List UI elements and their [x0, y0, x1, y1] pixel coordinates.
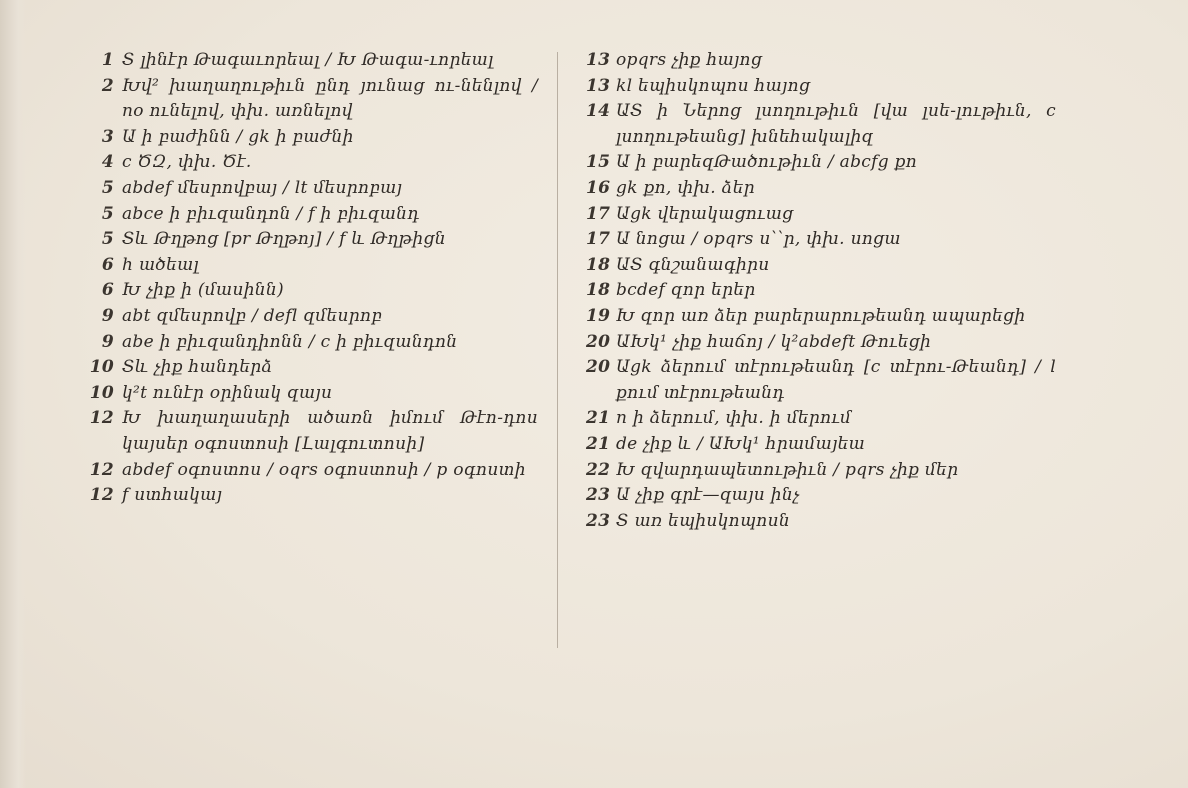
variant-reading: Աgk վերակացուաց [616, 203, 794, 224]
variant-reading: abce ի բիւզանդոն / f ի բիւզանդ [122, 203, 420, 224]
apparatus-entry [88, 458, 538, 484]
variant-reading: կ²t ունէր օրինակ զայս [122, 382, 333, 403]
apparatus-entry [88, 330, 538, 356]
apparatus-entry [88, 381, 538, 407]
apparatus-entry [88, 406, 538, 457]
variant-reading: de չիք և / ԱԽկ¹ հրամայեա [616, 433, 866, 454]
variant-reading: gk քո, փխ. ձեր [616, 177, 755, 198]
line-number: 3 [101, 126, 114, 147]
line-number: 9 [101, 331, 114, 352]
line-number: 23 [586, 485, 611, 506]
variant-reading: Ա նոցա / opqrs ս՝՝ր, փխ. սոցա [616, 229, 901, 250]
line-number: 13 [586, 50, 611, 70]
line-number: 2 [101, 75, 114, 96]
apparatus-entry [88, 48, 538, 74]
apparatus-entry [586, 74, 1056, 100]
variant-reading: n ի ձերում, փխ. ի մերում [616, 408, 852, 429]
line-number: 1 [101, 50, 114, 70]
left-column [88, 48, 538, 509]
line-number: 20 [586, 331, 611, 352]
line-number: 21 [586, 433, 611, 454]
variant-reading: Խ զոր առ ձեր բարերարութեանդ ապարեցի [616, 305, 1026, 326]
apparatus-entry [88, 304, 538, 330]
apparatus-entry [88, 483, 538, 509]
apparatus-entry [586, 355, 1056, 406]
line-number: 12 [89, 459, 114, 480]
apparatus-entry [586, 48, 1056, 74]
line-number: 18 [586, 280, 611, 301]
variant-reading: Ա ի բաժինն / gk ի բաժնի [122, 126, 354, 147]
column-divider [557, 52, 558, 648]
line-number: 9 [101, 305, 114, 326]
variant-reading: h ածեալ [122, 254, 200, 275]
line-number: 5 [101, 203, 114, 224]
apparatus-entry [586, 150, 1056, 176]
variant-reading: Ա ի բարեզԹածութիւն / abcfg քո [616, 152, 918, 173]
apparatus-entry [88, 74, 538, 125]
variant-reading: ԱՏ գնշանագիրս [616, 254, 770, 275]
line-number: 12 [89, 485, 114, 506]
line-number: 4 [101, 152, 114, 173]
line-number: 21 [586, 408, 611, 429]
line-number: 17 [586, 203, 611, 224]
apparatus-entry [586, 432, 1056, 458]
variant-reading: Տ առ եպիսկոպոսն [616, 510, 790, 531]
variant-reading: Խ չիք ի (մասինն) [122, 280, 284, 301]
variant-reading: Տև Թղթոց [pr Թղթոյ] / f և Թղթիցն [122, 229, 446, 250]
variant-reading: kl եպիսկոպոս հայոց [616, 75, 811, 96]
line-number: 5 [101, 177, 114, 198]
variant-reading: Խ խաղաղասերի ածառն իմում Թէո-դոս կայսեր օգոստոսի [Լալգուտոսի] [122, 408, 538, 454]
apparatus-entry [586, 330, 1056, 356]
line-number: 19 [586, 305, 611, 326]
line-number: 18 [586, 254, 611, 275]
line-number: 6 [101, 280, 114, 301]
variant-reading: c ԾԶ, փխ. Ծէ. [122, 152, 252, 173]
line-number: 6 [101, 254, 114, 275]
line-number: 5 [101, 229, 114, 250]
apparatus-entry [88, 355, 538, 381]
variant-reading: abdef օգոստոս / oqrs օգոստոսի / p օգոստի [122, 459, 526, 480]
variant-reading: Խ զվարդապետութիւն / pqrs չիք մեր [616, 459, 959, 480]
apparatus-entry [586, 253, 1056, 279]
line-number: 20 [586, 357, 611, 378]
right-column [586, 48, 1056, 534]
apparatus-entry [88, 227, 538, 253]
apparatus-entry [586, 406, 1056, 432]
apparatus-entry [586, 176, 1056, 202]
apparatus-entry [88, 125, 538, 151]
line-number: 22 [586, 459, 611, 480]
variant-reading: bcdef զոր երեր [616, 280, 756, 301]
apparatus-entry [586, 509, 1056, 535]
variant-reading: ԱԽկ¹ չիք հաճոյ / կ²abdeft Թուեցի [616, 331, 932, 352]
apparatus-entry [586, 483, 1056, 509]
variant-reading: Խվ² խաղաղութիւն ընդ յունաց ու-նենլով / no ունելով, փխ. առնելով [122, 75, 538, 122]
apparatus-entry [88, 278, 538, 304]
apparatus-entry [586, 227, 1056, 253]
variant-reading: f ստհակայ [122, 485, 223, 506]
apparatus-entry [586, 304, 1056, 330]
line-number: 16 [586, 177, 611, 198]
apparatus-entry [88, 150, 538, 176]
line-number: 23 [586, 510, 611, 531]
apparatus-entry [586, 202, 1056, 228]
apparatus-entry [586, 278, 1056, 304]
variant-reading: abt զմեսրովբ / defl զմեսրոբ [122, 305, 383, 326]
apparatus-entry [88, 202, 538, 228]
variant-reading: abdef մեսրովբայ / lt մեսրոբայ [122, 177, 403, 198]
variant-reading: Ա չիք գրէ—զայս ինչ [616, 485, 800, 506]
apparatus-entry [88, 253, 538, 279]
variant-reading: abe ի բիւզանդիոնն / c ի բիւզանդոն [122, 331, 458, 352]
line-number: 13 [586, 75, 611, 96]
variant-reading: Տ լինէր Թագաւորեալ / Խ Թագա-ւորեալ [122, 50, 494, 70]
line-number: 12 [89, 408, 114, 429]
variant-reading: Աgk ձերում տէրութեանդ [c տէրու-Թեանդ] / l քում տէրութեանդ [616, 357, 1056, 403]
line-number: 10 [89, 357, 114, 378]
variant-reading: Տև չիք հանդերձ [122, 357, 273, 378]
page-fold-shadow [0, 0, 26, 788]
line-number: 17 [586, 229, 611, 250]
line-number: 14 [586, 101, 611, 122]
apparatus-entry [586, 99, 1056, 150]
apparatus-entry [88, 176, 538, 202]
line-number: 10 [89, 382, 114, 403]
line-number: 15 [586, 152, 611, 173]
variant-reading: ԱՏ ի Ներոց լսողութիւն [վա լսե-լութիւն, c լսողութեանց] խնեհակալիզ [616, 101, 1056, 147]
variant-reading: opqrs չիք հայոց [616, 50, 763, 70]
apparatus-entry [586, 458, 1056, 484]
